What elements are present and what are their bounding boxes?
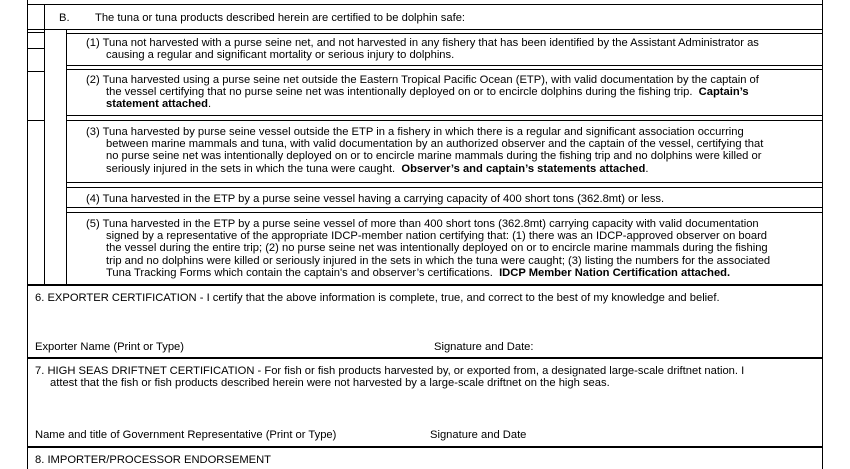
checkbox-rule-3 [27, 71, 45, 72]
option-5-line-1: (5) Tuna harvested in the ETP by a purse seine vessel of more than 400 short tons (362.8mt) carrying capacity with valid documentation [86, 218, 759, 230]
option-1-line-1: (1) Tuna not harvested with a purse seine net, and not harvested in any fishery that has been identified by the Assistant Administrator as [86, 37, 759, 49]
rule-opt2-bottom [66, 115, 823, 116]
option-5-line-4: trip and no dolphins were killed or seriously injured in the sets in which the tuna were caught; (3) listing the numbers for the associated [106, 254, 771, 267]
option-4-line-1: (4) Tuna harvested in the ETP by a purse seine vessel having a carrying capacity of 400 short tons (362.8mt) or less. [86, 193, 665, 205]
rule-section-6 [27, 284, 823, 286]
option-3-bold-tail: Observer’s and captain’s statements attached [401, 162, 646, 175]
exporter-name-label: Exporter Name (Print or Type) [35, 341, 185, 353]
left-inner-top [44, 4, 45, 30]
rule-opt3-top [66, 120, 823, 121]
option-3-line-2: between marine mammals and tuna, with valid documentation by an authorized observer and the captain of the vessel, certifying that [106, 138, 764, 151]
option-3-line-4: seriously injured in the sets in which the tuna were caught. [106, 162, 396, 175]
section-7-text [35, 365, 744, 389]
section-b-heading: The tuna or tuna products described herein are certified to be dolphin safe: [95, 12, 466, 24]
options-col-1 [44, 29, 45, 284]
option-5 [86, 218, 770, 279]
right-border [822, 0, 823, 469]
section-6-text: 6. EXPORTER CERTIFICATION - I certify that the above information is complete, true, and correct to the best of my knowledge and belief. [35, 292, 720, 304]
options-col-2 [66, 29, 67, 284]
option-3: (3) Tuna harvested by purse seine vessel outside the ETP in a fishery in which there is a regular and significant association occurring between marine mammals and tuna, with valid documentation by an authorized observer and the captain of the vessel, certifying that no purse seine net was intentionally deployed on or to encircle marine mammals during the fishing trip and no dolphins were killed or seriously injured in the sets in which the tuna were caught. Observer’s and captain’s statements attached. [86, 126, 764, 175]
option-4 [86, 193, 664, 205]
section-b-label: B. [59, 12, 70, 24]
rule-opt3-bottom [66, 182, 823, 183]
option-5-line-5: Tuna Tracking Forms which contain the captain's and observer’s certifications. [106, 266, 493, 279]
rule-section-7 [27, 357, 823, 359]
option-5-bold-tail: IDCP Member Nation Certification attached. [499, 266, 731, 279]
rule-under-b [27, 29, 823, 30]
rule-opt5-top [66, 212, 823, 213]
option-3-line-1: (3) Tuna harvested by purse seine vessel outside the ETP in a fishery in which there is a regular and significant association occurring [86, 126, 744, 138]
section-7-line-1: 7. HIGH SEAS DRIFTNET CERTIFICATION - For fish or fish products harvested by, or exported from, a designated large-scale driftnet nation. I [35, 365, 745, 377]
rule-section-8 [27, 446, 823, 448]
option-2-bold-tail: statement attached [106, 98, 208, 111]
section-7-line-2: attest that the fish or fish products described herein were not harvested by a large-scale driftnet on the high seas. [50, 377, 610, 390]
gov-rep-signature-label: Signature and Date [430, 429, 527, 441]
rule-opt4-bottom [66, 207, 823, 208]
rule-opt4-top [66, 187, 823, 188]
gov-rep-name-label: Name and title of Government Representative (Print or Type) [35, 429, 337, 441]
option-2-bold-inline: Captain’s [698, 86, 749, 99]
option-1 [86, 37, 759, 61]
rule-top [27, 4, 823, 5]
option-1-line-2: causing a regular and significant mortality or serious injury to dolphins. [106, 49, 455, 62]
rule-opt1-top [66, 33, 823, 34]
option-5-line-2: signed by a representative of the appropriate IDCP-member nation certifying that: (1) there was an IDCP-approved observer on board [106, 230, 768, 243]
option-2-line-1: (2) Tuna harvested using a purse seine net outside the Eastern Tropical Pacific Ocean (ETP), with valid documentation by the captain of [86, 74, 759, 86]
checkbox-rule-4 [27, 120, 45, 121]
rule-opt2-top [66, 69, 823, 70]
option-2-line-2: the vessel certifying that no purse seine net was intentionally deployed on or to encircle dolphins during the fishing trip. [106, 86, 693, 99]
checkbox-rule-2 [27, 48, 45, 49]
exporter-signature-label: Signature and Date: [434, 341, 534, 353]
section-8-text: 8. IMPORTER/PROCESSOR ENDORSEMENT [35, 454, 272, 466]
rule-opt1-bottom [66, 65, 823, 66]
option-5-line-3: the vessel during the entire trip; (2) no purse seine net was intentionally deployed on or to encircle marine mammals during the fishing [106, 242, 768, 255]
checkbox-rule-1 [27, 32, 45, 33]
option-2: (2) Tuna harvested using a purse seine net outside the Eastern Tropical Pacific Ocean (ETP), with valid documentation by the captain of the vessel certifying that no purse seine net was intentionally deployed on or to encircle dolphins during the fishing trip. Captain’s statement attached. [86, 74, 759, 111]
option-3-line-3: no purse seine net was intentionally deployed on or to encircle marine mammals during the fishing trip and no dolphins were killed or [106, 150, 762, 163]
